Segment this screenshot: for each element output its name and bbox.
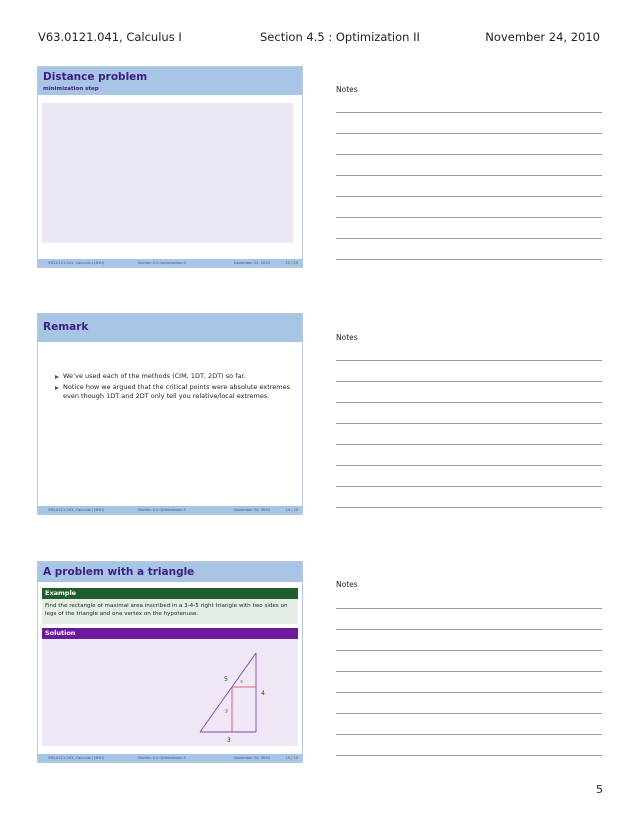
empty-content-block bbox=[42, 103, 293, 243]
note-line[interactable] bbox=[336, 112, 602, 113]
bullet-item: We’ve used each of the methods (CIM, 1DT, 2DT) so far. bbox=[55, 372, 295, 381]
slide-body bbox=[38, 582, 302, 754]
footer-course: V63.0121.041, Calculus I (NYU) bbox=[48, 756, 105, 760]
slide-title-bar bbox=[38, 67, 302, 95]
slide-title-bar bbox=[38, 314, 302, 342]
hypotenuse-line bbox=[200, 653, 256, 732]
note-line[interactable] bbox=[336, 154, 602, 155]
note-line[interactable] bbox=[336, 629, 602, 630]
slide-footer bbox=[38, 754, 302, 762]
note-line[interactable] bbox=[336, 217, 602, 218]
footer-date: November 24, 2010 bbox=[234, 508, 270, 512]
example-block-title: Example bbox=[42, 588, 298, 599]
label-hypotenuse: 5 bbox=[224, 676, 228, 683]
slide-distance-problem bbox=[37, 66, 303, 268]
footer-section: Section 4.5 Optimization II bbox=[138, 261, 186, 265]
note-line[interactable] bbox=[336, 259, 602, 260]
note-line[interactable] bbox=[336, 755, 602, 756]
note-line[interactable] bbox=[336, 238, 602, 239]
page-number: 5 bbox=[596, 783, 603, 796]
note-line[interactable] bbox=[336, 671, 602, 672]
slide-triangle-problem bbox=[37, 561, 303, 763]
note-line[interactable] bbox=[336, 196, 602, 197]
notes-label: Notes bbox=[336, 85, 358, 94]
solution-block bbox=[42, 639, 298, 746]
header-course: V63.0121.041, Calculus I bbox=[38, 30, 182, 44]
slide-subtitle: minimization step bbox=[43, 86, 99, 92]
bullet-item: Notice how we argued that the critical points were absolute extremes even though 1DT and 2DT only tell you relative/local extremes. bbox=[55, 383, 295, 401]
page-header bbox=[0, 30, 638, 46]
notes-label: Notes bbox=[336, 333, 358, 342]
label-vertical-leg: 4 bbox=[261, 690, 265, 697]
footer-page: 14 / 25 bbox=[285, 508, 298, 512]
label-x: x bbox=[240, 679, 244, 685]
label-y: y bbox=[225, 708, 229, 714]
note-line[interactable] bbox=[336, 360, 602, 361]
slide-body bbox=[38, 95, 302, 259]
note-line[interactable] bbox=[336, 507, 602, 508]
note-line[interactable] bbox=[336, 465, 602, 466]
header-section: Section 4.5 : Optimization II bbox=[260, 30, 420, 44]
note-line[interactable] bbox=[336, 423, 602, 424]
footer-section: Section 4.5 Optimization II bbox=[138, 756, 186, 760]
note-line[interactable] bbox=[336, 381, 602, 382]
footer-course: V63.0121.041, Calculus I (NYU) bbox=[48, 508, 105, 512]
footer-page: 13 / 25 bbox=[285, 261, 298, 265]
header-date: November 24, 2010 bbox=[485, 30, 600, 44]
footer-section: Section 4.5 Optimization II bbox=[138, 508, 186, 512]
slide-title: Distance problem bbox=[43, 71, 148, 83]
note-line[interactable] bbox=[336, 608, 602, 609]
triangle-diagram bbox=[42, 639, 298, 746]
notes-area-3 bbox=[336, 580, 602, 760]
notes-label: Notes bbox=[336, 580, 358, 589]
slide-title: Remark bbox=[43, 321, 89, 333]
footer-page: 15 / 25 bbox=[285, 756, 298, 760]
note-line[interactable] bbox=[336, 486, 602, 487]
slide-title-bar bbox=[38, 562, 302, 582]
footer-date: November 24, 2010 bbox=[234, 756, 270, 760]
slide-title: A problem with a triangle bbox=[43, 566, 195, 578]
footer-date: November 24, 2010 bbox=[234, 261, 270, 265]
note-line[interactable] bbox=[336, 734, 602, 735]
notes-area-2 bbox=[336, 333, 602, 513]
note-line[interactable] bbox=[336, 444, 602, 445]
solution-block-title: Solution bbox=[42, 628, 298, 639]
slide-footer bbox=[38, 259, 302, 267]
slide-footer bbox=[38, 506, 302, 514]
label-horizontal-leg: 3 bbox=[227, 737, 231, 744]
note-line[interactable] bbox=[336, 692, 602, 693]
notes-area-1 bbox=[336, 85, 602, 265]
note-line[interactable] bbox=[336, 402, 602, 403]
slide-remark bbox=[37, 313, 303, 515]
note-line[interactable] bbox=[336, 175, 602, 176]
footer-course: V63.0121.041, Calculus I (NYU) bbox=[48, 261, 105, 265]
note-line[interactable] bbox=[336, 713, 602, 714]
bullet-list bbox=[55, 372, 295, 403]
note-line[interactable] bbox=[336, 650, 602, 651]
note-line[interactable] bbox=[336, 133, 602, 134]
example-block-text: Find the rectangle of maximal area inscribed in a 3-4-5 right triangle with two sides on legs of the triangle and one vertex on the hypotenuse. bbox=[42, 599, 298, 624]
